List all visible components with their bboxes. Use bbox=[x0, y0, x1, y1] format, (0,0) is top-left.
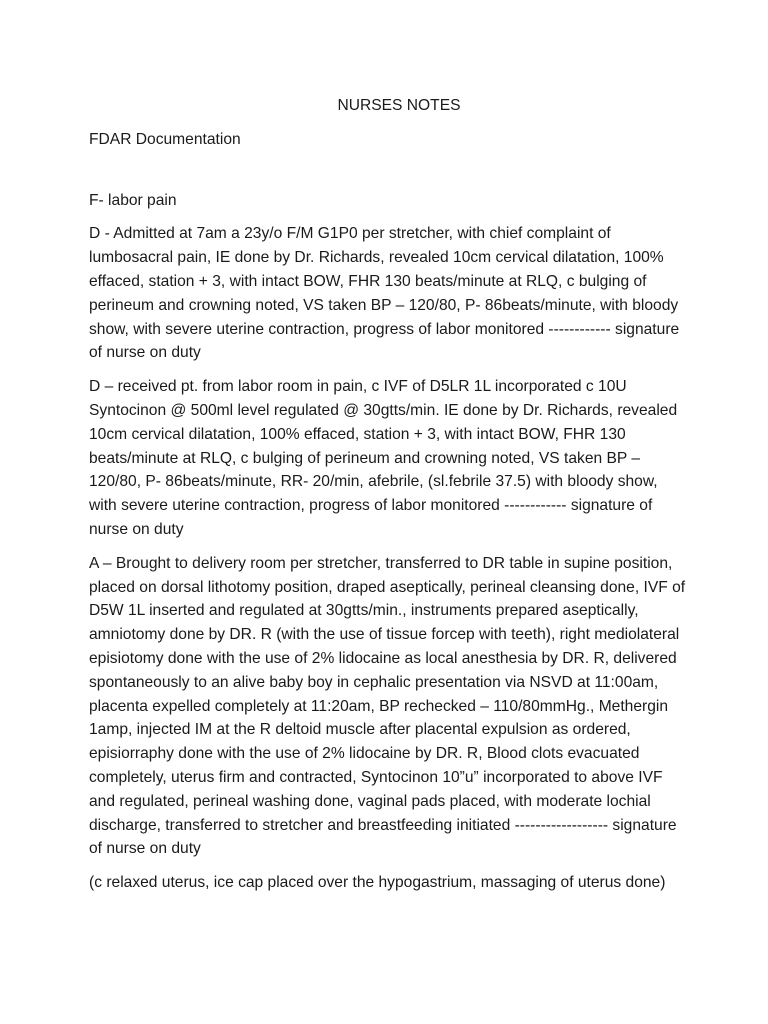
note-paragraph: (c relaxed uterus, ice cap placed over the hypogastrium, massaging of uterus done) bbox=[89, 874, 666, 892]
action-paragraph: A – Brought to delivery room per stretcher, transferred to DR table in supine position, placed on dorsal lithotomy position, draped aseptically, perineal cleansing done, IVF of D5W 1L inserted and regulated at 30gtts/min., instruments prepared aseptically, amniotomy done by DR. R (with the use of tissue forcep with teeth), right mediolateral episiotomy done with the use of 2% lidocaine as local anesthesia by DR. R, delivered spontaneously to an alive baby boy in cephalic presentation via NSVD at 11:00am, placenta expelled completely at 11:20am, BP rechecked – 110/80mmHg., Methergin 1amp, injected IM at the R deltoid muscle after placental expulsion as ordered, episiorraphy done with the use of 2% lidocaine by DR. R, Blood clots evacuated completely, uterus firm and contracted, Syntocinon 10”u” incorporated to above IVF and regulated, perineal washing done, vaginal pads placed, with moderate lochial discharge, transferred to stretcher and breastfeeding initiated ------------------ signature of nurse on duty bbox=[89, 554, 686, 858]
document-title: NURSES NOTES bbox=[337, 97, 461, 114]
data-paragraph-admission: D - Admitted at 7am a 23y/o F/M G1P0 per stretcher, with chief complaint of lumbosacral pain, IE done by Dr. Richards, revealed 10cm cervical dilatation, 100% effaced, station + 3, with intact BOW, FHR 130 beats/minute at RLQ, c bulging of perineum and crowning noted, VS taken BP – 120/80, P- 86beats/minute, with bloody show, with severe uterine contraction, progress of labor monitored ------------ signature of nurse on duty bbox=[89, 225, 680, 362]
document-body bbox=[89, 94, 689, 895]
document-subtitle: FDAR Documentation bbox=[89, 130, 241, 148]
data-paragraph-received: D – received pt. from labor room in pain, c IVF of D5LR 1L incorporated c 10U Syntocinon @ 500ml level regulated @ 30gtts/min. IE done by Dr. Richards, revealed 10cm cervical dilatation, 100% effaced, station + 3, with intact BOW, FHR 130 beats/minute at RLQ, c bulging of perineum and crowning noted, VS taken BP – 120/80, P- 86beats/minute, RR- 20/min, afebrile, (sl.febrile 37.5) with bloody show, with severe uterine contraction, progress of labor monitored ------------ signature of nurse on duty bbox=[89, 378, 678, 538]
focus-paragraph: F- labor pain bbox=[89, 191, 177, 209]
